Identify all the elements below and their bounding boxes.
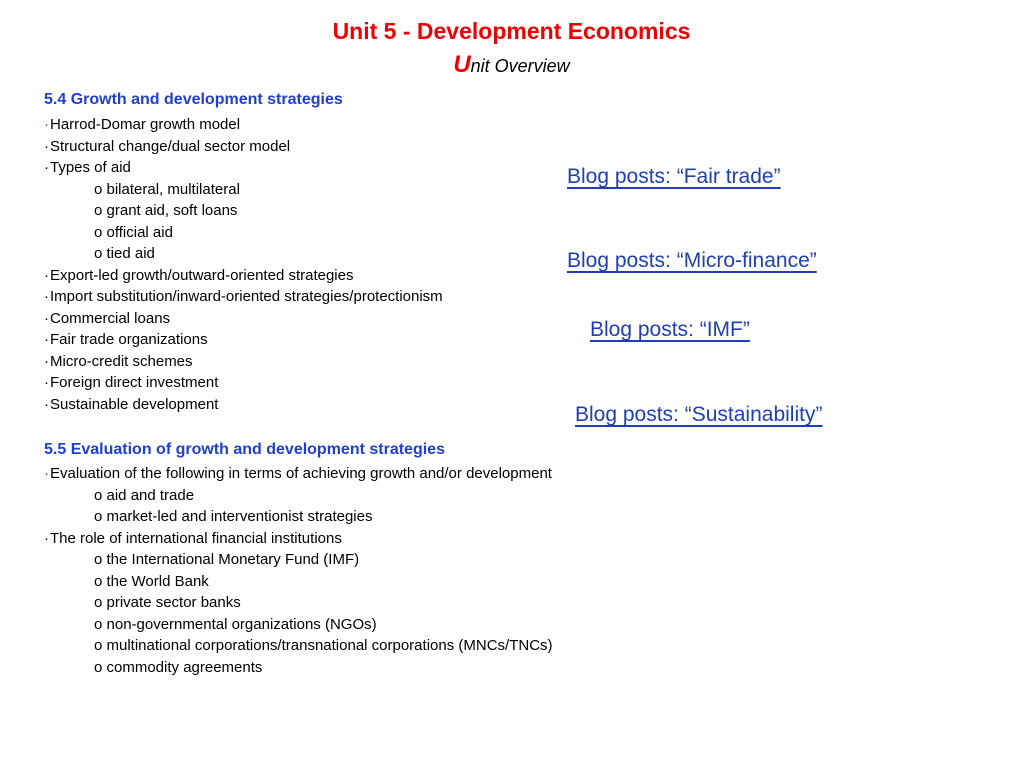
- list-item: [44, 528, 553, 550]
- list-item-text: o commodity agreements: [94, 658, 263, 676]
- sub-list-item: [44, 506, 553, 528]
- sub-list-item: [44, 592, 553, 614]
- list-item-text: o official aid: [94, 223, 173, 241]
- list-item: [44, 394, 443, 416]
- list-item-text: o grant aid, soft loans: [94, 202, 238, 219]
- blog-link-micro-finance[interactable]: Blog posts: “Micro-finance”: [567, 249, 817, 272]
- list-item-text: o market-led and interventionist strategies: [94, 508, 373, 525]
- list-item: [44, 286, 443, 308]
- list-item-text: The role of international financial institutions: [50, 529, 342, 547]
- list-item-text: Commercial loans: [50, 309, 171, 327]
- sub-list-item: [44, 243, 443, 265]
- list-item-text: Fair trade organizations: [50, 331, 208, 348]
- sub-list-item: [44, 549, 553, 571]
- list-item-text: Export-led growth/outward-oriented strategies: [50, 266, 354, 284]
- list-item: [44, 463, 553, 485]
- subtitle-initial: U: [453, 51, 471, 78]
- list-item: [44, 136, 443, 158]
- bullet-icon: ·: [44, 529, 49, 547]
- bullet-icon: ·: [44, 465, 49, 482]
- list-item: [44, 157, 443, 179]
- list-item-text: Sustainable development: [50, 395, 219, 413]
- list-item-text: o the World Bank: [94, 572, 209, 590]
- blog-link-imf[interactable]: Blog posts: “IMF”: [590, 318, 750, 341]
- bullet-icon: ·: [44, 395, 49, 413]
- sub-list-item: [44, 222, 443, 244]
- subtitle-rest: nit Overview: [470, 56, 570, 76]
- list-item: [44, 114, 443, 136]
- list-item: [44, 351, 443, 373]
- blog-link-sustainability[interactable]: Blog posts: “Sustainability”: [575, 403, 823, 426]
- list-item: [44, 329, 443, 351]
- list-item-text: o private sector banks: [94, 594, 241, 611]
- list-item-text: Types of aid: [50, 159, 131, 176]
- list-item-text: o non-governmental organizations (NGOs): [94, 615, 377, 633]
- bullet-icon: ·: [44, 331, 49, 348]
- bullet-icon: ·: [44, 159, 49, 176]
- list-item-text: o multinational corporations/transnational corporations (MNCs/TNCs): [94, 637, 553, 654]
- bullet-icon: ·: [44, 137, 49, 155]
- list-item-text: Evaluation of the following in terms of achieving growth and/or development: [50, 465, 552, 482]
- sub-list-item: [44, 657, 553, 679]
- list-item: [44, 372, 443, 394]
- list-item: [44, 308, 443, 330]
- slide-title: Unit 5 - Development Economics: [332, 18, 691, 44]
- bullet-icon: ·: [44, 309, 49, 327]
- section-heading-5-4: 5.4 Growth and development strategies: [44, 91, 343, 108]
- sub-list-item: [44, 614, 553, 636]
- list-item-text: o aid and trade: [94, 486, 195, 504]
- list-item-text: Foreign direct investment: [50, 374, 219, 391]
- section-list-5-5: [44, 463, 553, 678]
- list-item-text: Micro-credit schemes: [50, 352, 193, 370]
- sub-list-item: [44, 485, 553, 507]
- list-item-text: Harrod-Domar growth model: [50, 116, 241, 133]
- sub-list-item: [44, 200, 443, 222]
- section-list-5-4: [44, 114, 443, 415]
- list-item: [44, 265, 443, 287]
- blog-link-fair-trade[interactable]: Blog posts: “Fair trade”: [567, 165, 781, 188]
- list-item-text: o tied aid: [94, 245, 155, 262]
- sub-list-item: [44, 179, 443, 201]
- list-item-text: o bilateral, multilateral: [94, 180, 240, 198]
- list-item-text: Import substitution/inward-oriented strategies/protectionism: [50, 288, 443, 305]
- list-item-text: o the International Monetary Fund (IMF): [94, 551, 360, 568]
- bullet-icon: ·: [44, 352, 49, 370]
- sub-list-item: [44, 571, 553, 593]
- section-heading-5-5: 5.5 Evaluation of growth and development strategies: [44, 441, 445, 458]
- list-item-text: Structural change/dual sector model: [50, 137, 291, 155]
- bullet-icon: ·: [44, 116, 49, 133]
- bullet-icon: ·: [44, 266, 49, 284]
- sub-list-item: [44, 635, 553, 657]
- bullet-icon: ·: [44, 288, 49, 305]
- bullet-icon: ·: [44, 374, 49, 391]
- slide-subtitle: [0, 51, 1023, 80]
